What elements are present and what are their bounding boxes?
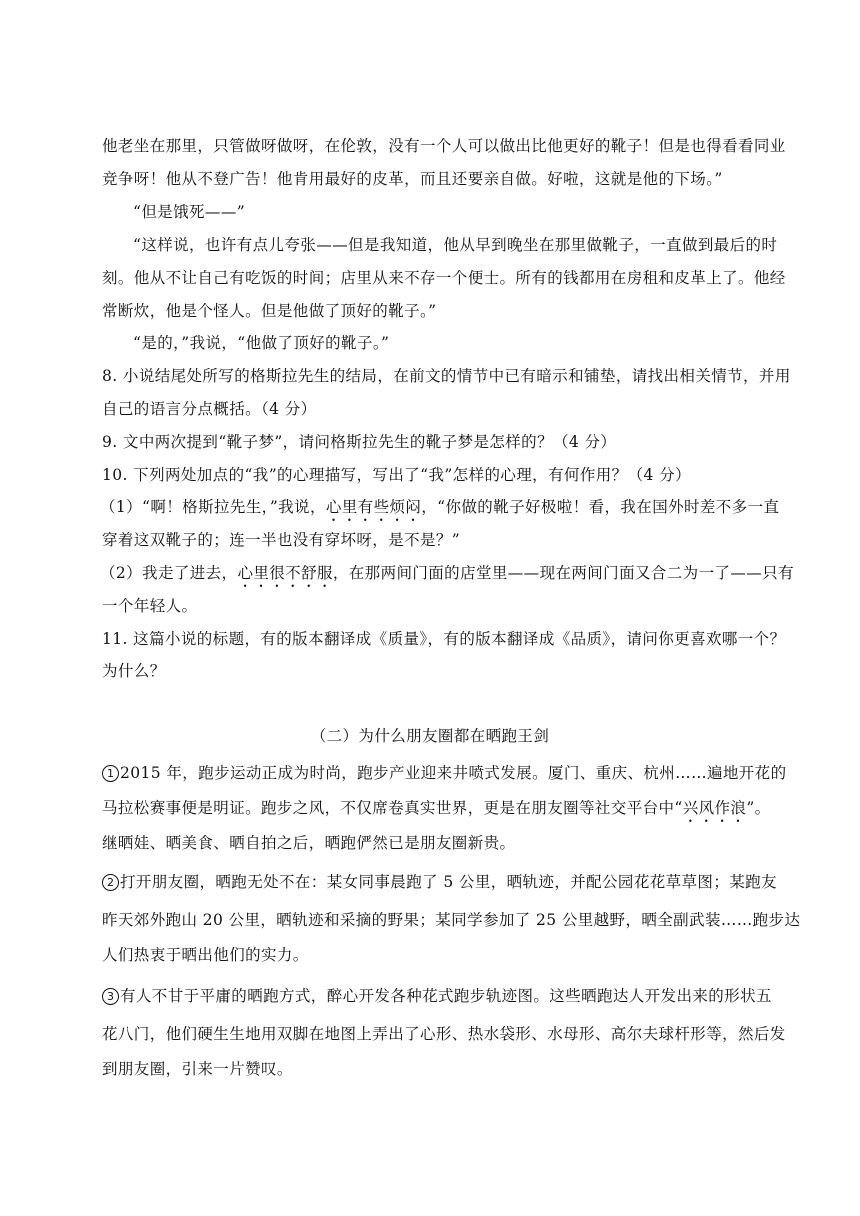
paragraph-number-1: 1 [102,765,119,782]
article-paragraph-2-text: 打开朋友圈，晒跑无处不在：某女同事晨跑了 5 公里，晒轨迹，并配公园花花草草图；某跑友 [120,873,777,891]
story-paragraph-2: “但是饿死——” [133,203,246,221]
article-p1-l2-text-b: ”。 [746,799,771,817]
q10-item-1-text-a: （1）“啊！格斯拉先生，”我说， [100,498,326,516]
article-p1-dotted-text: 兴风作浪 [682,799,747,817]
paragraph-number-3: 3 [102,988,119,1005]
article-paragraph-1-line-2 [102,798,771,826]
q10-item-1-text-b: ，“你做的靴子好极啦！看，我在国外时差不多一直 [421,498,780,516]
question-10-item-1-line-1 [100,497,779,525]
article-paragraph-1-line-1 [102,763,786,783]
article-paragraph-2-line-2: 昨天郊外跑山 20 公里，晒轨迹和采摘的野果；某同学参加了 25 公里越野，晒全副武装……跑步达 [102,911,801,929]
article-paragraph-1-line-3: 继晒娃、晒美食、晒自拍之后，晒跑俨然已是朋友圈新贵。 [102,834,516,852]
article-paragraph-3-text: 有人不甘于平庸的晒跑方式，醉心开发各种花式跑步轨迹图。这些晒跑达人开发出来的形状五 [120,987,772,1005]
question-11-line-1: 11. 这篇小说的标题，有的版本翻译成《质量》，有的版本翻译成《品质》，请问你更喜欢哪一个？ [102,630,786,648]
question-11-line-2: 为什么？ [102,662,166,680]
story-paragraph-4: “是的，”我说，“他做了顶好的靴子。” [133,334,390,352]
story-paragraph-1-line-1: 他老坐在那里，只管做呀做呀，在伦敦，没有一个人可以做出比他更好的靴子！但是也得看看同业 [102,137,786,155]
article-p1-l2-text-a: 马拉松赛事便是明证。跑步之风，不仅席卷真实世界，更是在朋友圈等社交平台中“ [102,799,683,817]
story-paragraph-3-line-1: “这样说，也许有点儿夸张——但是我知道，他从早到晚坐在那里做靴子，一直做到最后的时 [133,236,778,254]
article-paragraph-1-text: 2015 年，跑步运动正成为时尚，跑步产业迎来井喷式发展。厦门、重庆、杭州……遍地开花的 [120,764,787,782]
question-10: 10. 下列两处加点的“我”的心理描写，写出了“我”怎样的心理，有何作用？（4 分） [102,466,691,484]
question-8-line-2: 自己的语言分点概括。（4 分） [102,400,317,418]
q10-item-2-dotted-text: 心里很不舒服 [237,564,333,582]
article-paragraph-3-line-1 [102,986,772,1006]
story-paragraph-3-line-2: 刻。他从不让自己有吃饭的时间；店里从来不存一个便士。所有的钱都用在房租和皮革上了。他经 [102,269,786,287]
article-paragraph-3-line-2: 花八门，他们硬生生地用双脚在地图上弄出了心形、热水袋形、水母形、高尔夫球杆形等，然后发 [102,1025,786,1043]
q10-item-2-text-b: ，在那两间门面的店堂里——现在两间门面又合二为一了——只有 [332,564,794,582]
article-paragraph-2-line-1 [102,872,777,892]
article-paragraph-2-line-3: 人们热衷于晒出他们的实力。 [102,946,309,964]
question-10-item-1-line-2: 穿着这双靴子的；连一半也没有穿坏呀，是不是？” [102,531,461,549]
q10-item-2-text-a: （2）我走了进去， [100,564,238,582]
question-9: 9. 文中两次提到“靴子梦”，请问格斯拉先生的靴子梦是怎样的？（4 分） [102,433,617,451]
q10-item-1-dotted-text: 心里有些烦闷 [325,498,422,516]
article-title: （二）为什么朋友圈都在晒跑王剑 [310,727,550,745]
question-10-item-2-line-1 [100,563,794,591]
question-8-line-1: 8. 小说结尾处所写的格斯拉先生的结局，在前文的情节中已有暗示和铺垫，请找出相关情节，并用 [102,367,791,385]
paragraph-number-2: 2 [102,874,119,891]
question-10-item-2-line-2: 一个年轻人。 [102,597,198,615]
article-paragraph-3-line-3: 到朋友圈，引来一片赞叹。 [102,1060,293,1078]
story-paragraph-1-line-2: 竞争呀！他从不登广告！他肯用最好的皮革，而且还要亲自做。好啦，这就是他的下场。” [102,170,723,188]
story-paragraph-3-line-3: 常断炊，他是个怪人。但是他做了顶好的靴子。” [102,302,437,320]
